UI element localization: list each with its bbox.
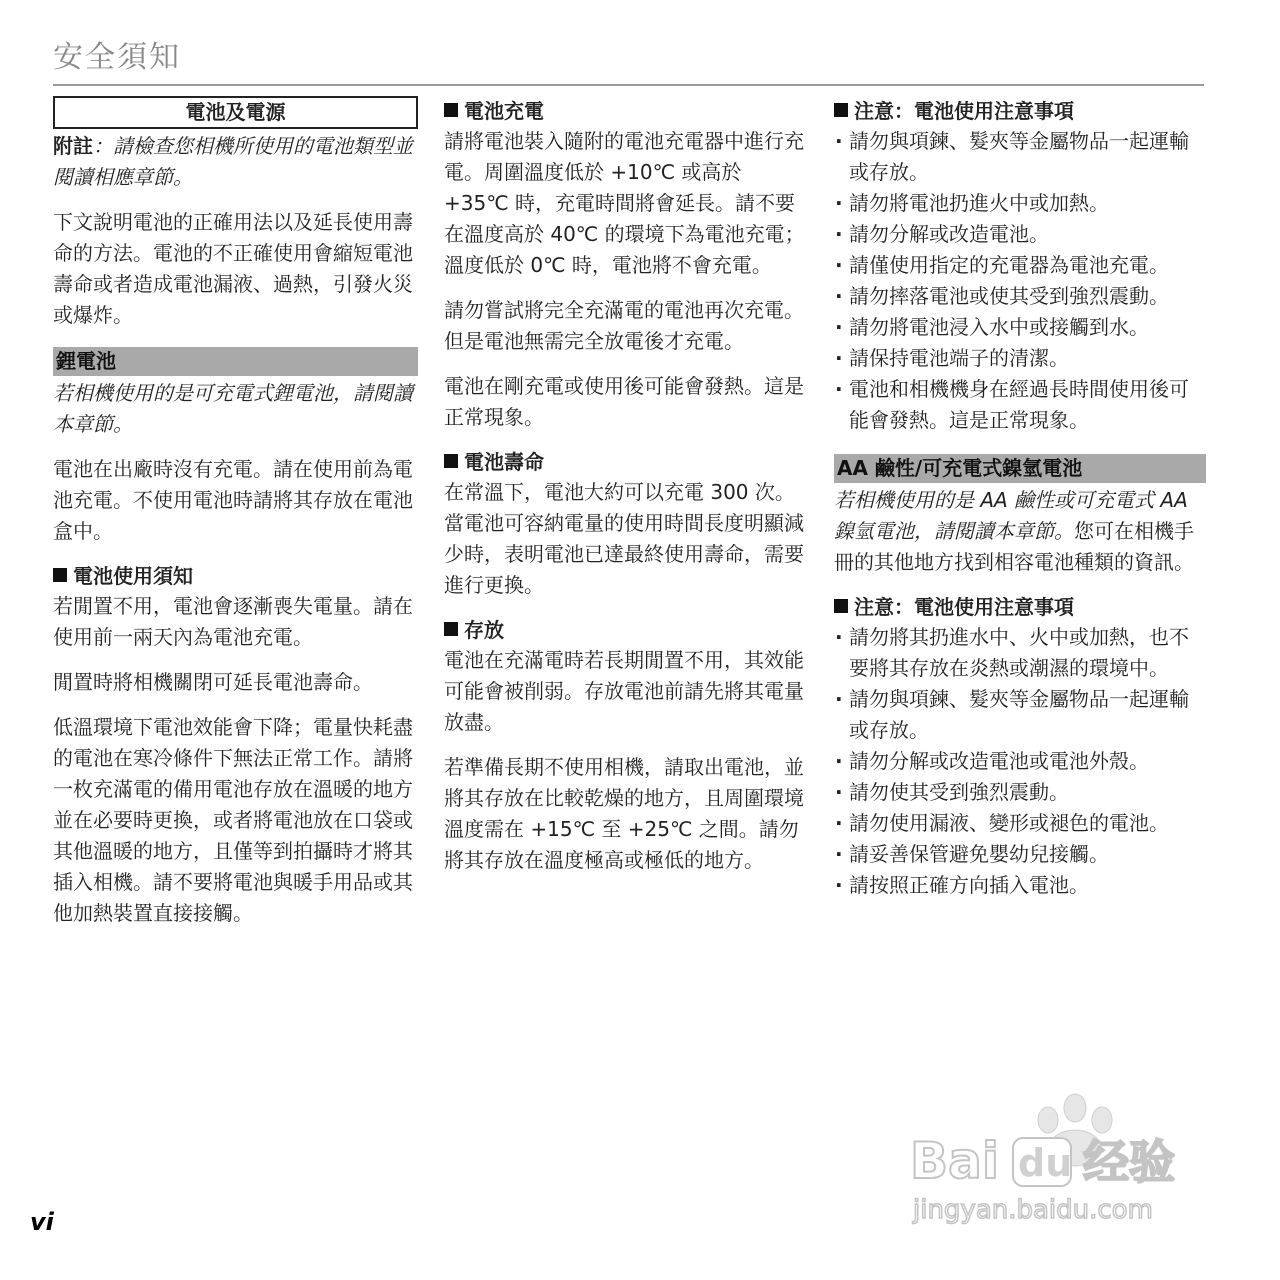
column-1	[53, 96, 418, 943]
aa-intro-plain: 您可在相機手冊的其他地方找到相容電池種類的資訊。	[834, 519, 1194, 574]
svg-text:Bai: Bai	[910, 1132, 999, 1190]
square-bullet-icon	[834, 103, 848, 117]
lithium-paragraph: 電池在出廠時沒有充電。請在使用前為電池充電。不使用電池時請將其存放在電池盒中。	[53, 457, 413, 543]
usage-paragraph-3: 低溫環境下電池效能會下降；電量快耗盡的電池在寒冷條件下無法正常工作。請將一枚充滿電的備用電池存放在溫暖的地方並在必要時更換，或者將電池放在口袋或其他溫暖的地方，且僅等到拍攝時才將其插入相機。請不要將電池與暖手用品或其他加熱裝置直接接觸。	[53, 715, 413, 925]
note-label: 附註	[53, 134, 93, 158]
column-3	[834, 96, 1206, 919]
square-bullet-icon	[53, 568, 67, 582]
page-number: vi	[30, 1208, 54, 1236]
section-heading-battery-power: 電池及電源	[53, 96, 418, 129]
subheading-usage	[53, 561, 418, 591]
title-divider	[53, 84, 1204, 86]
subheading-caution-1	[834, 96, 1206, 126]
lithium-intro-italic: 若相機使用的是可充電式鋰電池，請閱讀本章節。	[53, 381, 413, 436]
subheading-caution-2-label: 注意：電池使用注意事項	[854, 595, 1074, 619]
svg-text:经验: 经验	[1083, 1135, 1175, 1189]
list-item: · 請僅使用指定的充電器為電池充電。	[834, 250, 1206, 281]
list-item: · 請按照正確方向插入電池。	[834, 870, 1206, 901]
subheading-usage-label: 電池使用須知	[73, 564, 193, 588]
list-item: · 請勿與項鍊、髮夾等金屬物品一起運輸或存放。	[834, 684, 1206, 746]
subheading-storage-label: 存放	[464, 618, 504, 642]
battery-life-paragraph: 在常溫下，電池大約可以充電 300 次。當電池可容納電量的使用時間長度明顯減少時，表明電池已達最終使用壽命，需要進行更換。	[444, 480, 804, 597]
baidu-jingyan-watermark-logo	[905, 1090, 1205, 1230]
intro-paragraph: 下文說明電池的正確用法以及延長使用壽命的方法。電池的不正確使用會縮短電池壽命或者造成電池漏液、過熱，引發火災或爆炸。	[53, 210, 413, 327]
subheading-storage	[444, 615, 809, 645]
list-item: · 請勿將電池扔進火中或加熱。	[834, 188, 1206, 219]
svg-text:du: du	[1018, 1141, 1073, 1185]
square-bullet-icon	[444, 454, 458, 468]
aa-intro-paragraph	[834, 485, 1206, 578]
list-item: · 請妥善保管避免嬰幼兒接觸。	[834, 839, 1206, 870]
usage-paragraph-2: 閒置時將相機關閉可延長電池壽命。	[53, 670, 373, 694]
list-item: · 請勿將其扔進水中、火中或加熱，也不要將其存放在炎熱或潮濕的環境中。	[834, 622, 1206, 684]
caution-list-1	[834, 126, 1206, 436]
charging-paragraph-1: 請將電池裝入隨附的電池充電器中進行充電。周圍溫度低於 +10℃ 或高於 +35℃ 時，充電時間將會延長。請不要在溫度高於 40℃ 的環境下為電池充電；溫度低於 0℃ 時，電池將不會充電。	[444, 129, 805, 277]
note-text: ：請檢查您相機所使用的電池類型並閱讀相應章節。	[53, 134, 413, 189]
subheading-battery-life	[444, 447, 809, 477]
subheading-caution-1-label: 注意：電池使用注意事項	[854, 99, 1074, 123]
aa-intro-italic: 若相機使用的是 AA 鹼性或可充電式 AA 鎳氫電池，請閱讀本章節。	[834, 488, 1188, 543]
subheading-charging	[444, 96, 809, 126]
section-heading-aa-batteries: AA 鹼性/可充電式鎳氫電池	[834, 454, 1206, 483]
subheading-caution-2	[834, 592, 1206, 622]
caution-list-2	[834, 622, 1206, 901]
list-item: · 請勿將電池浸入水中或接觸到水。	[834, 312, 1206, 343]
charging-paragraph-3: 電池在剛充電或使用後可能會發熱。這是正常現象。	[444, 374, 804, 429]
usage-paragraph-1: 若閒置不用，電池會逐漸喪失電量。請在使用前一兩天內為電池充電。	[53, 594, 413, 649]
storage-paragraph-1: 電池在充滿電時若長期閒置不用，其效能可能會被削弱。存放電池前請先將其電量放盡。	[444, 648, 804, 734]
list-item: · 請勿分解或改造電池。	[834, 219, 1206, 250]
list-item: · 請勿摔落電池或使其受到強烈震動。	[834, 281, 1206, 312]
section-heading-lithium: 鋰電池	[53, 347, 418, 376]
charging-paragraph-2: 請勿嘗試將完全充滿電的電池再次充電。但是電池無需完全放電後才充電。	[444, 298, 804, 353]
square-bullet-icon	[444, 622, 458, 636]
list-item: · 請保持電池端子的清潔。	[834, 343, 1206, 374]
square-bullet-icon	[444, 103, 458, 117]
svg-text:jingyan.baidu.com: jingyan.baidu.com	[913, 1195, 1153, 1225]
list-item: · 請勿使用漏液、變形或褪色的電池。	[834, 808, 1206, 839]
list-item: · 電池和相機機身在經過長時間使用後可能會發熱。這是正常現象。	[834, 374, 1206, 436]
column-2	[444, 96, 809, 890]
subheading-charging-label: 電池充電	[464, 99, 544, 123]
list-item: · 請勿與項鍊、髮夾等金屬物品一起運輸或存放。	[834, 126, 1206, 188]
subheading-battery-life-label: 電池壽命	[464, 450, 544, 474]
list-item: · 請勿使其受到強烈震動。	[834, 777, 1206, 808]
storage-paragraph-2: 若準備長期不使用相機，請取出電池，並將其存放在比較乾燥的地方，且周圍環境溫度需在 +15℃ 至 +25℃ 之間。請勿將其存放在溫度極高或極低的地方。	[444, 755, 804, 872]
square-bullet-icon	[834, 599, 848, 613]
note-paragraph	[53, 131, 418, 193]
page-title: 安全須知	[53, 40, 181, 75]
list-item: · 請勿分解或改造電池或電池外殼。	[834, 746, 1206, 777]
